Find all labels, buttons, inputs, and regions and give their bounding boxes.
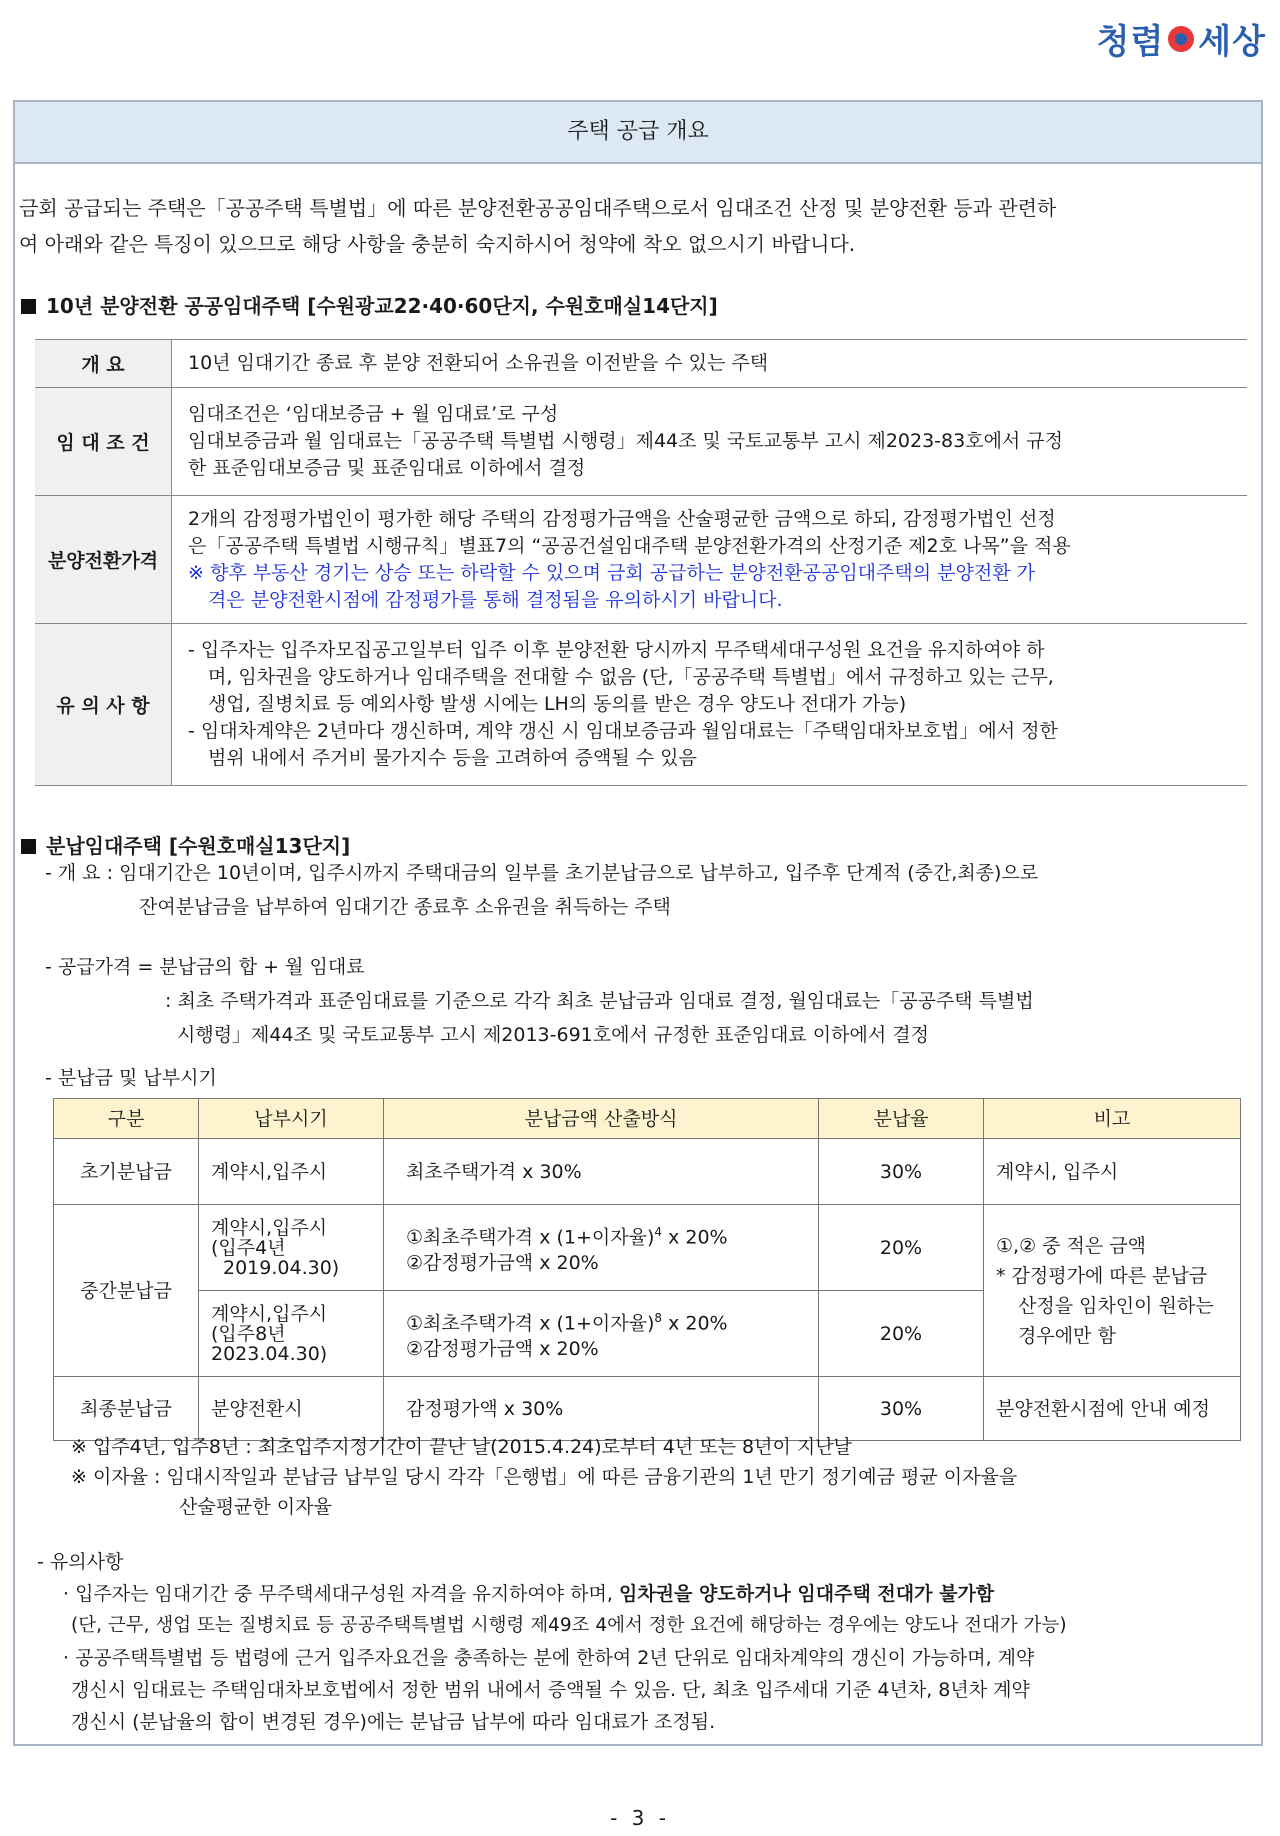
table-cell: 20% xyxy=(819,1291,984,1377)
table-cell: 분양전환시 xyxy=(199,1377,384,1441)
table-cell xyxy=(984,1205,1241,1377)
overview-line: - 개 요 : 임대기간은 10년이며, 입주시까지 주택대금의 일부를 초기분납금으로 납부하고, 입주후 단계적 (중간,최종)으로 xyxy=(45,862,1039,884)
formula-text: ①최초주택가격 x (1+이자율) xyxy=(406,1226,655,1249)
caution-line: 갱신시 임대료는 주택임대차보호법에서 정한 범위 내에서 증액될 수 있음. 단, 최초 입주세대 기준 4년차, 8년차 계약 xyxy=(71,1679,1030,1701)
formula-text: x 20% xyxy=(662,1312,728,1335)
table-cell xyxy=(384,1205,819,1291)
page-number: - 3 - xyxy=(610,1806,670,1830)
formula-exponent: 8 xyxy=(654,1310,663,1325)
table-cell: 30% xyxy=(819,1377,984,1441)
table-row xyxy=(54,1139,1241,1205)
table-cell xyxy=(199,1205,384,1291)
header-cell: 납부시기 xyxy=(199,1099,384,1139)
rental-info-table xyxy=(35,339,1247,786)
table-row xyxy=(35,340,1247,388)
section1-heading xyxy=(21,290,718,319)
supply-price xyxy=(45,950,1255,1052)
row-line: 2개의 감정평가법인이 평가한 해당 주택의 감정평가금액을 산술평균한 금액으로 하되, 감정평가법인 선정 xyxy=(188,507,1056,530)
row-line: - 입주자는 입주자모집공고일부터 입주 이후 분양전환 당시까지 무주택세대구성원 요건을 유지하여야 하 xyxy=(188,639,1045,661)
page-title: 주택 공급 개요 xyxy=(15,102,1261,164)
price-line: - 공급가격 = 분납금의 합 + 월 임대료 xyxy=(45,956,365,978)
row-label: 개 요 xyxy=(35,340,172,388)
row-label: 분양전환가격 xyxy=(35,496,172,624)
caution-line: 갱신시 (분납율의 합이 변경된 경우)에는 분납금 납부에 따라 임대료가 조정됨. xyxy=(71,1711,716,1733)
row-value xyxy=(172,624,1248,786)
cell-line: ②감정평가금액 x 20% xyxy=(406,1338,599,1361)
note-line: 산술평균한 이자율 xyxy=(179,1496,332,1518)
table-cell: 계약시, 입주시 xyxy=(984,1139,1241,1205)
caution-emphasis: 임차권을 양도하거나 임대주택 전대가 불가함 xyxy=(618,1583,995,1605)
table-row xyxy=(54,1205,1241,1291)
row-line: 며, 임차권을 양도하거나 임대주택을 전대할 수 없음 (단,「공공주택 특별법」에서 규정하고 있는 근무, xyxy=(208,666,1054,688)
logo-text: 청렴 xyxy=(1096,22,1165,62)
document-frame xyxy=(13,100,1263,1746)
table-row xyxy=(35,624,1247,786)
black-square-icon xyxy=(21,839,36,854)
price-line: : 최초 주택가격과 표준임대료를 기준으로 각각 최초 분납금과 임대료 결정, 월임대료는「공공주택 특별법 xyxy=(165,990,1034,1012)
table-row xyxy=(35,388,1247,496)
row-value xyxy=(172,496,1248,624)
section2-heading xyxy=(21,830,350,859)
table-cell: 20% xyxy=(819,1205,984,1291)
cell-line xyxy=(406,1305,806,1336)
table-cell xyxy=(199,1291,384,1377)
overview-line: 잔여분납금을 납부하여 임대기간 종료후 소유권을 취득하는 주택 xyxy=(139,896,671,918)
row-warning-line: ※ 향후 부동산 경기는 상승 또는 하락할 수 있으며 금회 공급하는 분양전환공공임대주택의 분양전환 가 xyxy=(188,561,1035,584)
intro-line: 금회 공급되는 주택은「공공주택 특별법」에 따른 분양전환공공임대주택으로서 임대조건 산정 및 분양전환 등과 관련하 xyxy=(19,196,1057,220)
table-cell xyxy=(384,1291,819,1377)
integrity-logo xyxy=(1097,14,1266,63)
table-cell: 감정평가액 x 30% xyxy=(384,1377,819,1441)
cell-line: * 감정평가에 따른 분납금 xyxy=(996,1264,1208,1287)
row-line: 범위 내에서 주거비 물가지수 등을 고려하여 증액될 수 있음 xyxy=(208,747,697,769)
installment-overview xyxy=(45,856,1255,924)
cell-line: 2019.04.30) xyxy=(223,1256,340,1279)
table-cell: 계약시,입주시 xyxy=(199,1139,384,1205)
row-label: 유 의 사 항 xyxy=(35,624,172,786)
cell-line: 계약시,입주시 xyxy=(211,1302,328,1325)
price-line: 시행령」제44조 및 국토교통부 고시 제2013-691호에서 규정한 표준임대료 이하에서 결정 xyxy=(177,1024,929,1046)
row-value xyxy=(172,388,1248,496)
table-cell: 초기분납금 xyxy=(54,1139,199,1205)
formula-exponent: 4 xyxy=(654,1224,663,1239)
row-line: 임대보증금과 월 임대료는「공공주택 특별법 시행령」제44조 및 국토교통부 고시 제2023-83호에서 규정 xyxy=(188,430,1064,452)
table-cell: 분양전환시점에 안내 예정 xyxy=(984,1377,1241,1441)
caution-text: · 입주자는 임대기간 중 무주택세대구성원 자격을 유지하여야 하며, xyxy=(63,1583,619,1605)
note-line: ※ 입주4년, 입주8년 : 최초입주지정기간이 끝난 날(2015.4.24)로부터 4년 또는 8년이 지난날 xyxy=(71,1436,852,1458)
row-value xyxy=(172,340,1248,388)
intro-paragraph xyxy=(19,190,1259,262)
row-line: 임대조건은 ‘임대보증금 + 월 임대료’로 구성 xyxy=(188,403,559,425)
header-cell: 분납금액 산출방식 xyxy=(384,1099,819,1139)
logo-badge-icon xyxy=(1168,26,1194,52)
table-header-row xyxy=(54,1099,1241,1139)
caution-line xyxy=(37,1578,1257,1610)
row-label: 임 대 조 건 xyxy=(35,388,172,496)
row-warning-line: 격은 분양전환시점에 감정평가를 통해 결정됨을 유의하시기 바랍니다. xyxy=(208,588,783,611)
table-cell: 최종분납금 xyxy=(54,1377,199,1441)
header-cell: 비고 xyxy=(984,1099,1241,1139)
header-cell: 분납율 xyxy=(819,1099,984,1139)
table-row xyxy=(54,1377,1241,1441)
table-notes xyxy=(71,1432,1251,1522)
black-square-icon xyxy=(21,299,36,314)
section2-heading-text: 분납임대주택 [수원호매실13단지] xyxy=(46,834,351,858)
header-cell: 구분 xyxy=(54,1099,199,1139)
cell-line: 경우에만 함 xyxy=(1018,1324,1116,1347)
cell-line: 산정을 임차인이 원하는 xyxy=(1018,1294,1214,1317)
cell-line: 계약시,입주시 xyxy=(211,1216,328,1239)
cell-line: 2023.04.30) xyxy=(211,1342,328,1365)
row-line: 은「공공주택 특별법 시행규칙」별표7의 “공공건설임대주택 분양전환가격의 산정기준 제2호 나목”을 적용 xyxy=(188,534,1071,557)
table-cell: 중간분납금 xyxy=(54,1205,199,1377)
formula-text: ①최초주택가격 x (1+이자율) xyxy=(406,1312,655,1335)
table-title: - 분납금 및 납부시기 xyxy=(45,1067,217,1089)
section1-heading-text: 10년 분양전환 공공임대주택 [수원광교22·40·60단지, 수원호매실14단지] xyxy=(46,294,718,318)
table-cell: 30% xyxy=(819,1139,984,1205)
intro-line: 여 아래와 같은 특징이 있으므로 해당 사항을 충분히 숙지하시어 청약에 착오 없으시기 바랍니다. xyxy=(19,232,856,256)
row-line: 한 표준임대보증금 및 표준임대료 이하에서 결정 xyxy=(188,457,586,479)
cell-line: (입주8년 xyxy=(211,1322,286,1345)
installment-table xyxy=(53,1098,1241,1441)
cautions xyxy=(37,1546,1257,1738)
caution-line: (단, 근무, 생업 또는 질병치료 등 공공주택특별법 시행령 제49조 4에서 정한 요건에 해당하는 경우에는 양도나 전대가 가능) xyxy=(71,1615,1067,1636)
cell-line: ①,② 중 적은 금액 xyxy=(996,1234,1146,1257)
note-line: ※ 이자율 : 임대시작일과 분납금 납부일 당시 각각「은행법」에 따른 금융기관의 1년 만기 정기예금 평균 이자율을 xyxy=(71,1466,1018,1488)
row-line: - 임대차계약은 2년마다 갱신하며, 계약 갱신 시 임대보증금과 월임대료는「주택임대차보호법」에서 정한 xyxy=(188,720,1058,742)
caution-title: - 유의사항 xyxy=(37,1551,124,1573)
formula-text: x 20% xyxy=(662,1226,728,1249)
table-row xyxy=(35,496,1247,624)
logo-text-2: 세상 xyxy=(1198,22,1266,62)
cell-line: ②감정평가금액 x 20% xyxy=(406,1252,599,1275)
row-line: 10년 임대기간 종료 후 분양 전환되어 소유권을 이전받을 수 있는 주택 xyxy=(188,352,769,374)
caution-line: · 공공주택특별법 등 법령에 근거 입주자요건을 충족하는 분에 한하여 2년 단위로 임대차계약의 갱신이 가능하며, 계약 xyxy=(63,1647,1035,1669)
cell-line xyxy=(406,1219,806,1250)
row-line: 생업, 질병치료 등 예외사항 발생 시에는 LH의 동의를 받은 경우 양도나 전대가 가능) xyxy=(208,693,907,715)
cell-line: (입주4년 xyxy=(211,1236,286,1259)
table-cell: 최초주택가격 x 30% xyxy=(384,1139,819,1205)
